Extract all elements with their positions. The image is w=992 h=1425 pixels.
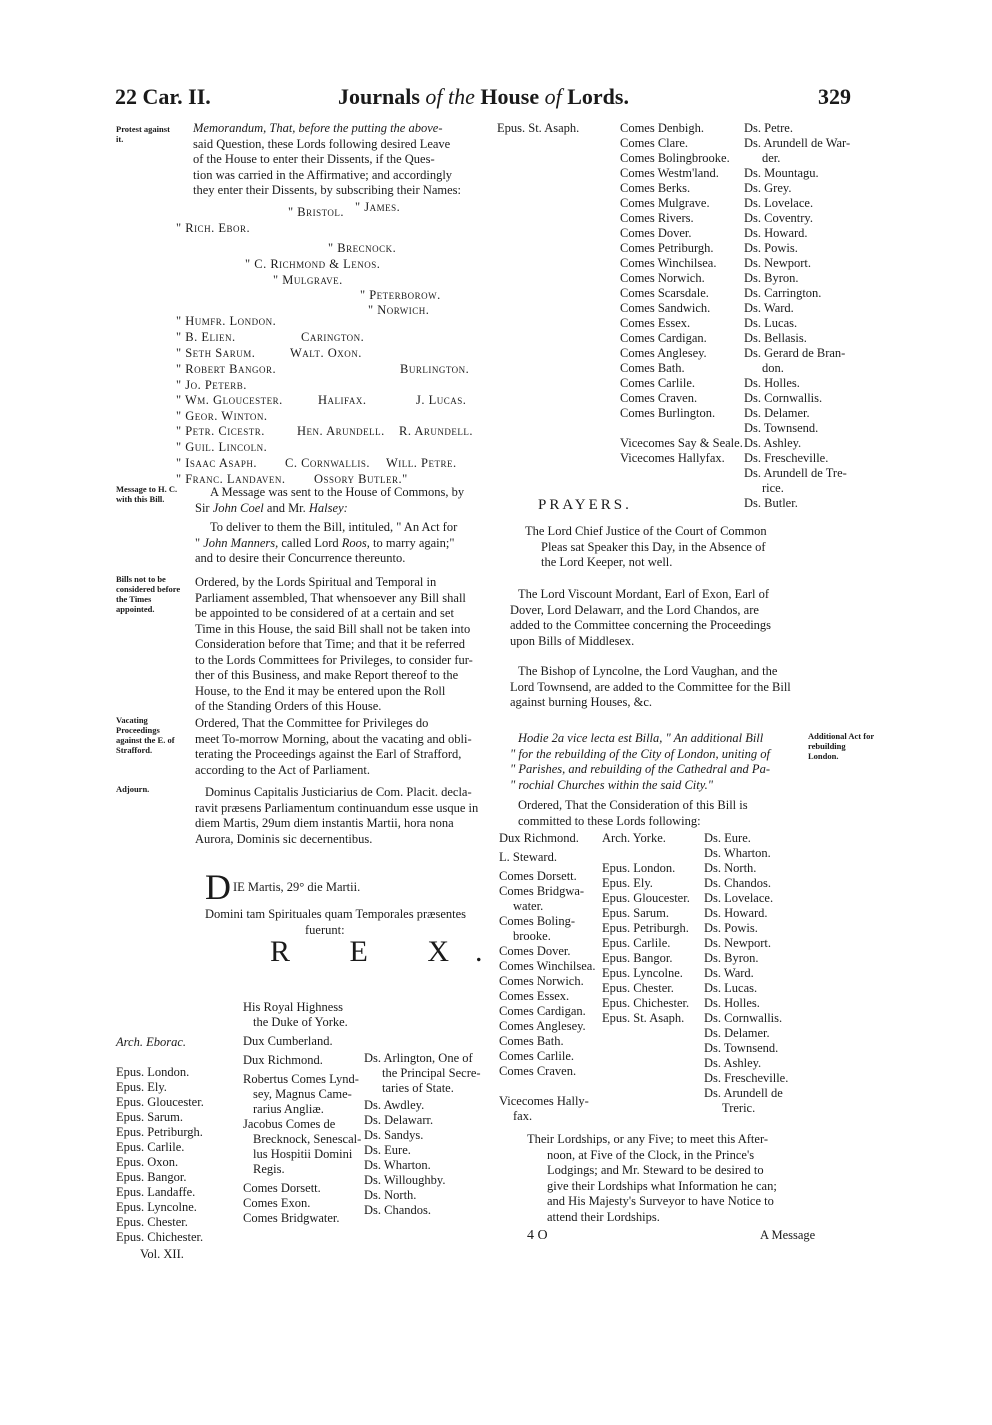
order-vacating-paragraph: Ordered, That the Committee for Privileges do meet To-morrow Morning, about the vacating and obli- terating the Proceedings against the Earl of Strafford, according to the Act of Parliament. bbox=[195, 716, 472, 777]
prayers-heading: PRAYERS. bbox=[538, 497, 632, 513]
committee-col1: Dux Richmond. L. Steward. Comes Dorsett. Comes Bridgwa- water. Comes Boling- brooke. Comes Dover. Comes Winchilsea. Comes Norwich. Comes Essex. Comes Cardigan. Comes Anglesey. Comes Bath. Comes Carlile. Comes Craven. Vicecomes Hally- fax. bbox=[499, 831, 596, 1123]
margin-note-vacating: Vacating Proceedings against the E. of Strafford. bbox=[116, 715, 175, 755]
margin-note-protest: Protest against it. bbox=[116, 124, 170, 144]
viscount-paragraph: The Lord Viscount Mordant, Earl of Exon, Earl of Dover, Lord Delawarr, and the Lord Chandos, are added to the Committee concerning the Proceedings upon Bills of Middlesex. bbox=[510, 587, 772, 648]
memorandum: Memorandum, That, before the putting the above- said Question, these Lords following desired Leave of the House to enter their Dissents, if the Ques- tion was carried in the Affirmative; and accordingly they enter their Dissents, by subscribing their Names: bbox=[193, 121, 461, 197]
attendance-column-barons: Ds. Arlington, One of the Principal Secre- taries of State. Ds. Awdley. Ds. Delawarr. Ds. Sandys. Ds. Eure. Ds. Wharton. Ds. Willoughby. Ds. North. Ds. Chandos. bbox=[364, 1051, 481, 1217]
bishop-paragraph: The Bishop of Lyncolne, the Lord Vaughan, and the Lord Townsend, are added to the Committee for the Bill against burning Houses, &c. bbox=[510, 664, 791, 709]
margin-note-adjourn: Adjourn. bbox=[116, 784, 150, 794]
rex-heading: R E X. bbox=[270, 935, 509, 968]
header-regnal-year: 22 Car. II. bbox=[115, 84, 211, 109]
header-title: Journals of the House of Lords. bbox=[338, 84, 629, 109]
message-paragraph: A Message was sent to the House of Commons, by Sir John Coel and Mr. Halsey: To deliver to them the Bill, intituled, " An Act for " John Manners, called Lord Roos, to marry again;" and to desire their Concurrence thereunto. bbox=[195, 485, 465, 565]
date-heading: DIE Martis, 29° die Martii. bbox=[205, 867, 361, 907]
margin-note-bills: Bills not to be considered before the Times appointed. bbox=[116, 574, 181, 614]
committee-col2: Arch. Yorke. Epus. London. Epus. Ely. Epus. Gloucester. Epus. Sarum. Epus. Petriburgh. Epus. Carlile. Epus. Bangor. Epus. Lyncolne. Epus. Chester. Epus. Chichester. Epus. St. Asaph. bbox=[602, 831, 690, 1025]
chief-justice-paragraph: The Lord Chief Justice of the Court of Common Pleas sat Speaker this Day, in the Absence of the Lord Keeper, not well. bbox=[525, 524, 767, 569]
adjournment-paragraph: Dominus Capitalis Justiciarius de Com. Placit. decla- ravit præsens Parliamentum continuandum esse usque in diem Martis, 29um diem instantis Martii, hora nona Aurora, Dominis sic decernentibus. bbox=[195, 785, 479, 846]
order-consideration-paragraph: Ordered, That the Consideration of this Bill is committed to these Lords following: bbox=[518, 798, 748, 828]
attendance-right-col1: Epus. St. Asaph. bbox=[497, 121, 580, 135]
margin-note-message: Message to H. C. with this Bill. bbox=[116, 484, 178, 504]
attendance-right-col3: Ds. Petre. Ds. Arundell de War- der. Ds. Mountagu. Ds. Grey. Ds. Lovelace. Ds. Coventry. Ds. Howard. Ds. Powis. Ds. Newport. Ds. Byron. Ds. Carrington. Ds. Ward. Ds. Lucas. Ds. Bellasis. Ds. Gerard de Bran- don. Ds. Holles. Ds. Cornwallis. Ds. Delamer. Ds. Townsend. Ds. Ashley. Ds. Frescheville. Ds. Arundell de Tre- rice. Ds. Butler. bbox=[744, 121, 851, 510]
attendance-right-col2: Comes Denbigh. Comes Clare. Comes Bolingbrooke. Comes Westm'land. Comes Berks. Comes Mulgrave. Comes Rivers. Comes Dover. Comes Petriburgh. Comes Winchilsea. Comes Norwich. Comes Scarsdale. Comes Sandwich. Comes Essex. Comes Cardigan. Comes Anglesey. Comes Bath. Comes Carlile. Comes Craven. Comes Burlington. Vicecomes Say & Seale. Vicecomes Hallyfax. bbox=[620, 121, 743, 465]
signature-mark: 4 O bbox=[527, 1228, 548, 1243]
volume-label: Vol. XII. bbox=[140, 1247, 184, 1261]
order-bills-paragraph: Ordered, by the Lords Spiritual and Temporal in Parliament assembled, That whensoever any Bill shall be appointed to be considered of at a certain and set Time in this House, the said Bill shall not be taken into Consideration before that Time; and that it be referred to the Lords Committees for Privileges, to consider fur- ther of this Business, and make Report thereof to the House, to the End it may be entered upon the Roll of the Standing Orders of this House. bbox=[195, 575, 473, 713]
hodie-paragraph: Hodie 2a vice lecta est Billa, " An additional Bill " for the rebuilding of the City of London, uniting of " Parishes, and rebuilding of the Cathedral and Pa- " rochial Churches within the said City." bbox=[510, 731, 770, 792]
margin-note-additional: Additional Act for rebuilding London. bbox=[808, 731, 874, 761]
page-number: 329 bbox=[818, 84, 851, 109]
attendance-column-bishops: Arch. Eborac. Epus. London. Epus. Ely. Epus. Gloucester. Epus. Sarum. Epus. Petriburgh. Epus. Carlile. Epus. Oxon. Epus. Bangor. Epus. Landaffe. Epus. Lyncolne. Epus. Chester. Epus. Chichester. bbox=[116, 1035, 204, 1244]
catchword: A Message bbox=[760, 1228, 816, 1242]
domini-present: Domini tam Spirituales quam Temporales præsentes fuerunt: bbox=[205, 907, 467, 937]
lordships-paragraph: Their Lordships, or any Five; to meet this After- noon, at Five of the Clock, in the Prince's Lodgings; and Mr. Steward to be desired to give their Lordships what Information he can; and His Majesty's Surveyor to have Notice to attend their Lordships. bbox=[527, 1132, 777, 1224]
attendance-column-nobles: His Royal Highness the Duke of Yorke. Dux Cumberland. Dux Richmond. Robertus Comes Lynd- sey, Magnus Came- rarius Angliæ. Jacobus Comes de Brecknock, Senescal- lus Hospitii Domini Regis. Comes Dorsett. Comes Exon. Comes Bridgwater. bbox=[243, 1000, 362, 1225]
committee-col3: Ds. Eure. Ds. Wharton. Ds. North. Ds. Chandos. Ds. Lovelace. Ds. Howard. Ds. Powis. Ds. Newport. Ds. Byron. Ds. Ward. Ds. Lucas. Ds. Holles. Ds. Cornwallis. Ds. Delamer. Ds. Townsend. Ds. Ashley. Ds. Frescheville. Ds. Arundell de Treric. bbox=[704, 831, 789, 1115]
